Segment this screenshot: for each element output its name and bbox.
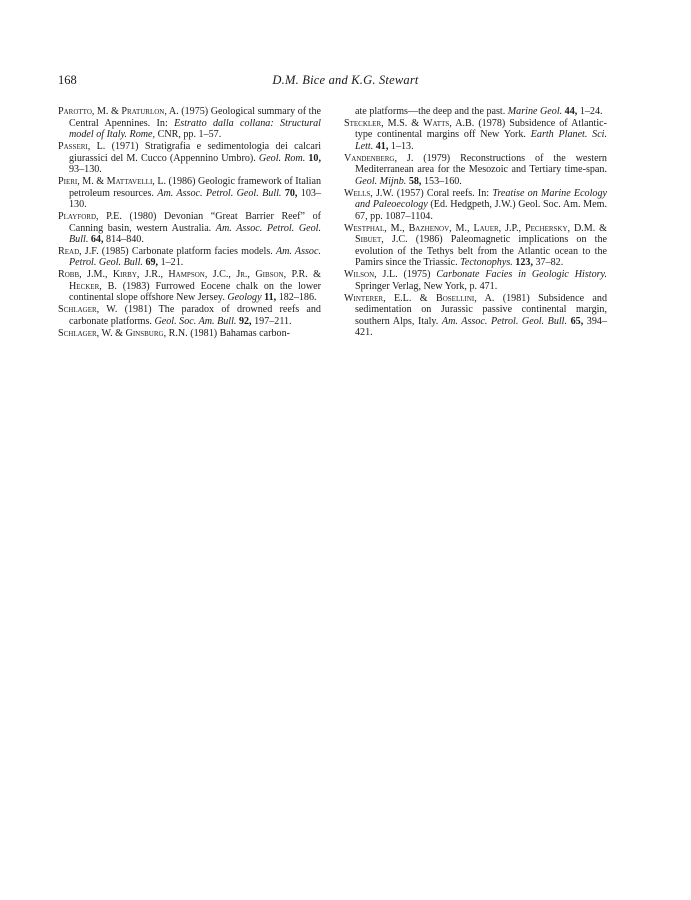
reference-pages: 93–130. bbox=[69, 164, 102, 176]
reference-pages: 1–21. bbox=[158, 257, 184, 269]
reference-entry bbox=[344, 269, 607, 292]
references-left-column bbox=[58, 106, 321, 339]
reference-text: (1957) Coral reefs. In: bbox=[393, 187, 493, 199]
reference-pages: 1–13. bbox=[388, 140, 414, 152]
reference-title: Estratto dalla collana: Structural model of Italy. Rome, bbox=[69, 117, 321, 141]
reference-pages: (Ed. Hedgpeth, J.W.) Geol. Soc. Am. Mem. 67, pp. 1087–1104. bbox=[355, 199, 607, 222]
reference-authors: Steckler, M.S. & Watts, A.B. bbox=[344, 117, 475, 129]
reference-pages: 37–82. bbox=[532, 257, 564, 269]
reference-volume: 44, bbox=[562, 106, 578, 117]
reference-authors: Robb, J.M., Kirby, J.R., Hampson, J.C., Jr., Gibson, P.R. & Hecker, B. bbox=[58, 269, 321, 292]
reference-volume: 65, bbox=[567, 315, 584, 327]
reference-journal: Am. Assoc. Petrol. Geol. Bull. bbox=[69, 222, 321, 246]
reference-journal: Geol. Rom. bbox=[258, 152, 306, 164]
reference-text: (1981) Subsidence and sedimentation on Jurassic passive continental margin, southern Alps, Italy. bbox=[355, 292, 608, 327]
reference-journal: Geol. Soc. Am. Bull. bbox=[154, 315, 237, 327]
reference-entry bbox=[58, 106, 321, 141]
page-number: 168 bbox=[58, 73, 77, 87]
reference-authors: Wilson, J.L. bbox=[344, 269, 398, 281]
reference-volume: 64, bbox=[88, 234, 104, 246]
reference-entry bbox=[58, 328, 321, 340]
reference-journal: Geol. Mijnb. bbox=[355, 175, 407, 187]
reference-volume: 11, bbox=[261, 292, 277, 304]
reference-authors: Parotto, M. & Praturlon, A. bbox=[58, 106, 179, 117]
reference-text: (1971) Stratigrafia e sedimentologia dei calcari giurassici del M. Cucco (Appennino Umbro). bbox=[69, 140, 322, 164]
references-right-column bbox=[344, 106, 607, 339]
reference-text: (1975) bbox=[397, 269, 437, 281]
reference-authors: Wells, J.W. bbox=[344, 187, 394, 199]
reference-journal: Tectonophys. bbox=[460, 257, 513, 269]
reference-text: (1983) Furrowed Eocene chalk on the lower continental slope offshore New Jersey. bbox=[69, 280, 321, 304]
reference-entry bbox=[344, 153, 607, 188]
reference-authors: Winterer, E.L. & Bosellini, A. bbox=[344, 292, 495, 304]
reference-journal: Am. Assoc. Petrol. Geol. Bull. bbox=[157, 187, 282, 199]
reference-entry bbox=[344, 118, 607, 153]
reference-entry bbox=[58, 176, 321, 211]
reference-entry bbox=[58, 304, 321, 327]
reference-volume: 92, bbox=[236, 315, 252, 327]
reference-entry bbox=[344, 293, 607, 339]
reference-entry bbox=[344, 223, 607, 269]
reference-authors: Read, J.F. bbox=[58, 245, 99, 257]
reference-entry bbox=[58, 211, 321, 246]
reference-journal: Am. Assoc. Petrol. Geol. Bull. bbox=[69, 245, 321, 269]
reference-entry bbox=[344, 188, 607, 223]
reference-text: (1981) Bahamas carbon- bbox=[187, 327, 290, 339]
reference-entry bbox=[58, 269, 321, 304]
reference-pages: 197–211. bbox=[251, 315, 292, 327]
reference-volume: 123, bbox=[512, 257, 533, 269]
running-head: D.M. Bice and K.G. Stewart bbox=[272, 73, 419, 87]
reference-pages: 103–130. bbox=[69, 187, 321, 211]
reference-text: (1985) Carbonate platform facies models. bbox=[98, 245, 276, 257]
reference-text: (1981) The paradox of drowned reefs and carbonate platforms. bbox=[69, 304, 321, 327]
reference-volume: 41, bbox=[373, 140, 389, 152]
reference-text: (1986) Geologic framework of Italian petroleum resources. bbox=[69, 175, 322, 199]
reference-authors: Pieri, M. & Mattavelli, L. bbox=[58, 175, 167, 187]
reference-journal: Am. Assoc. Petrol. Geol. Bull. bbox=[441, 315, 568, 327]
reference-pages: 182–186. bbox=[276, 292, 317, 304]
reference-authors: Passeri, L. bbox=[58, 140, 106, 152]
reference-pages: CNR, pp. 1–57. bbox=[155, 129, 222, 141]
reference-journal: Marine Geol. bbox=[507, 106, 563, 117]
reference-authors: Vandenberg, J. bbox=[344, 152, 414, 164]
reference-authors: Westphal, M., Bazhenov, M., Lauer, J.P., Pechersky, D.M. & Sibuet, J.C. bbox=[344, 222, 607, 246]
reference-journal: Carbonate Facies in Geologic History. bbox=[436, 269, 607, 281]
reference-journal: Earth Planet. Sci. Lett. bbox=[355, 129, 607, 152]
reference-authors: Schlager, W. bbox=[58, 304, 118, 316]
reference-pages: 1–24. bbox=[577, 106, 603, 117]
reference-entry bbox=[58, 141, 321, 176]
reference-authors: Playford, P.E. bbox=[58, 210, 122, 222]
reference-entry-continued bbox=[344, 106, 607, 118]
reference-authors: Schlager, W. & Ginsburg, R.N. bbox=[58, 327, 188, 339]
reference-pages: Springer Verlag, New York, p. 471. bbox=[355, 280, 498, 292]
reference-volume: 58, bbox=[406, 175, 422, 187]
reference-text: (1975) Geological summary of the Central Apennines. In: bbox=[69, 106, 321, 129]
reference-journal: Treatise on Marine Ecology and Paleoecology bbox=[355, 187, 607, 211]
reference-text: ate platforms—the deep and the past. bbox=[355, 106, 508, 117]
reference-entry bbox=[58, 246, 321, 269]
reference-text: (1980) Devonian “Great Barrier Reef” of Canning basin, western Australia. bbox=[69, 210, 321, 234]
reference-journal: Geology bbox=[227, 292, 262, 304]
reference-pages: 394–421. bbox=[355, 315, 607, 339]
reference-text: (1978) Subsidence of Atlantic-type continental margins off New York. bbox=[355, 117, 607, 141]
reference-pages: 814–840. bbox=[103, 234, 144, 246]
reference-text: (1986) Paleomagnetic implications on the evolution of the Tethys belt from the Atlantic ocean to the Pamirs since the Triassic. bbox=[355, 234, 607, 269]
reference-volume: 10, bbox=[305, 152, 322, 164]
reference-text: (1979) Reconstructions of the western Mediterranean area for the Mesozoic and Tertiary time-span. bbox=[355, 152, 607, 176]
reference-volume: 69, bbox=[142, 257, 159, 269]
reference-volume: 70, bbox=[281, 187, 298, 199]
reference-pages: 153–160. bbox=[421, 175, 462, 187]
